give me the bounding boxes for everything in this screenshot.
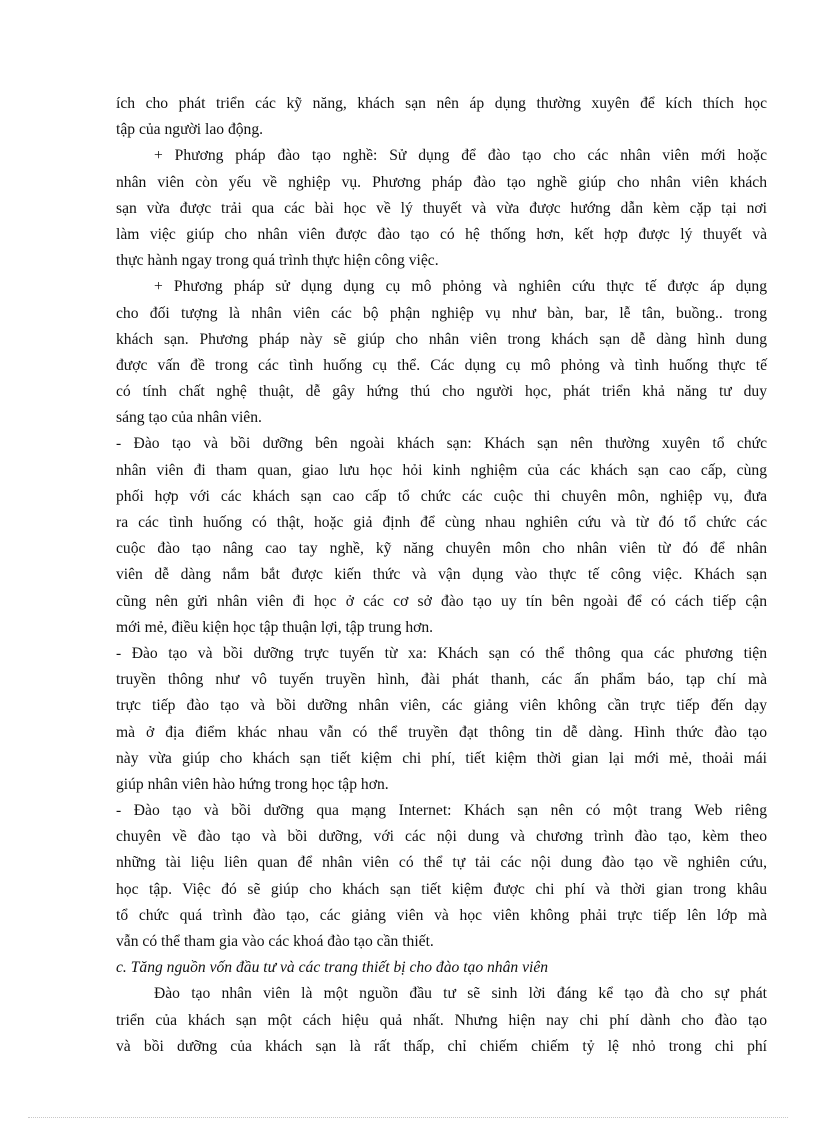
text-line: giúp nhân viên hào hứng trong học tập hơn. bbox=[116, 775, 389, 793]
document-page bbox=[116, 91, 767, 1060]
text-line: thực hành ngay trong quá trình thực hiện công việc. bbox=[116, 252, 439, 270]
text-line: cuộc đào tạo nâng cao tay nghề, kỹ năng chuyên môn cho nhân viên từ đó để nhân bbox=[116, 540, 767, 558]
text-line: - Đào tạo và bồi dưỡng trực tuyến từ xa: Khách sạn có thể thông qua các phương tiện bbox=[116, 644, 767, 662]
text-line: - Đào tạo và bồi dưỡng qua mạng Internet: Khách sạn nên có một trang Web riêng bbox=[116, 802, 767, 820]
text-line: truyền thông như vô tuyến truyền hình, đài phát thanh, các ấn phẩm báo, tạp chí mà bbox=[116, 671, 767, 689]
footer-dotted-rule bbox=[28, 1117, 788, 1118]
text-line: Đào tạo nhân viên là một nguồn đầu tư sẽ sinh lời đáng kể tạo đà cho sự phát bbox=[154, 985, 767, 1003]
text-line: trực tiếp đào tạo và bồi dưỡng nhân viên, các giảng viên không cần trực tiếp đến dạy bbox=[116, 697, 767, 715]
text-line: phối hợp với các khách sạn cao cấp tổ chức các cuộc thi chuyên môn, nghiệp vụ, đưa bbox=[116, 487, 767, 505]
text-line: mới mẻ, điều kiện học tập thuận lợi, tập trung hơn. bbox=[116, 618, 434, 636]
text-line: làm việc giúp cho nhân viên được đào tạo có hệ thống hơn, kết hợp được lý thuyết và bbox=[116, 225, 767, 243]
text-line: sáng tạo của nhân viên. bbox=[116, 409, 262, 427]
text-line: + Phương pháp đào tạo nghề: Sử dụng để đào tạo cho các nhân viên mới hoặc bbox=[154, 147, 767, 165]
text-line: sạn vừa được trải qua các bài học về lý thuyết và vừa được hướng dẫn kèm cặp tại nơi bbox=[116, 199, 767, 217]
text-line: tổ chức quá trình đào tạo, các giảng viên và học viên không phải trực tiếp lên lớp mà bbox=[116, 906, 767, 924]
text-line: được vấn đề trong các tình huống cụ thể. Các dụng cụ mô phỏng và tình huống thực tế bbox=[116, 356, 767, 374]
text-line: tập của người lao động. bbox=[116, 121, 264, 139]
text-line: cũng nên gửi nhân viên đi học ở các cơ sở đào tạo uy tín bên ngoài để có cách tiếp cận bbox=[116, 592, 767, 610]
text-line: này vừa giúp cho khách sạn tiết kiệm chi phí, tiết kiệm thời gian lại mới mẻ, thoải mái bbox=[116, 749, 767, 767]
text-line: ích cho phát triển các kỹ năng, khách sạn nên áp dụng thường xuyên để kích thích học bbox=[116, 95, 767, 112]
text-line: và bồi dưỡng của khách sạn là rất thấp, chỉ chiếm chiếm tỷ lệ nhỏ trong chi phí bbox=[116, 1037, 767, 1055]
text-line: mà ở địa điểm khác nhau vẫn có thể truyền đạt thông tin dễ dàng. Hình thức đào tạo bbox=[116, 723, 767, 741]
text-line: những tài liệu liên quan để nhân viên có thể tự tải các nội dung đào tạo về nghiên cứu, bbox=[116, 854, 767, 872]
text-line: nhân viên đi tham quan, giao lưu học hỏi kinh nghiệm của các khách sạn cao cấp, cùng bbox=[116, 461, 767, 479]
text-line: cho đối tượng là nhân viên các bộ phận nghiệp vụ như bàn, bar, lễ tân, buồng.. trong bbox=[116, 304, 767, 322]
text-line: vẫn có thể tham gia vào các khoá đào tạo cần thiết. bbox=[116, 933, 434, 950]
text-line: chuyên về đào tạo và bồi dưỡng, với các nội dung và chương trình đào tạo, kèm theo bbox=[116, 828, 767, 846]
text-line: học tập. Việc đó sẽ giúp cho khách sạn tiết kiệm được chi phí và thời gian trong khâu bbox=[116, 880, 767, 898]
text-line: - Đào tạo và bồi dưỡng bên ngoài khách sạn: Khách sạn nên thường xuyên tổ chức bbox=[116, 435, 767, 453]
text-line: có tính chất nghệ thuật, dễ gây hứng thú cho người học, phát triển khả năng tư duy bbox=[116, 383, 767, 401]
text-line: viên dễ dàng nắm bắt được kiến thức và vận dụng vào thực tế công việc. Khách sạn bbox=[116, 566, 767, 584]
section-heading: c. Tăng nguồn vốn đầu tư và các trang thiết bị cho đào tạo nhân viên bbox=[116, 959, 549, 977]
text-line: nhân viên còn yếu về nghiệp vụ. Phương pháp đào tạo nghề giúp cho nhân viên khách bbox=[116, 173, 767, 191]
text-line: triển của khách sạn một cách hiệu quả nhất. Nhưng hiện nay chi phí dành cho đào tạo bbox=[116, 1011, 767, 1029]
text-line: + Phương pháp sử dụng dụng cụ mô phỏng và nghiên cứu thực tế được áp dụng bbox=[154, 278, 767, 296]
text-line: ra các tình huống có thật, hoặc giả định để cùng nhau nghiên cứu và từ đó tổ chức các bbox=[116, 514, 767, 531]
text-line: khách sạn. Phương pháp này sẽ giúp cho nhân viên trong khách sạn dễ dàng hình dung bbox=[116, 330, 767, 348]
